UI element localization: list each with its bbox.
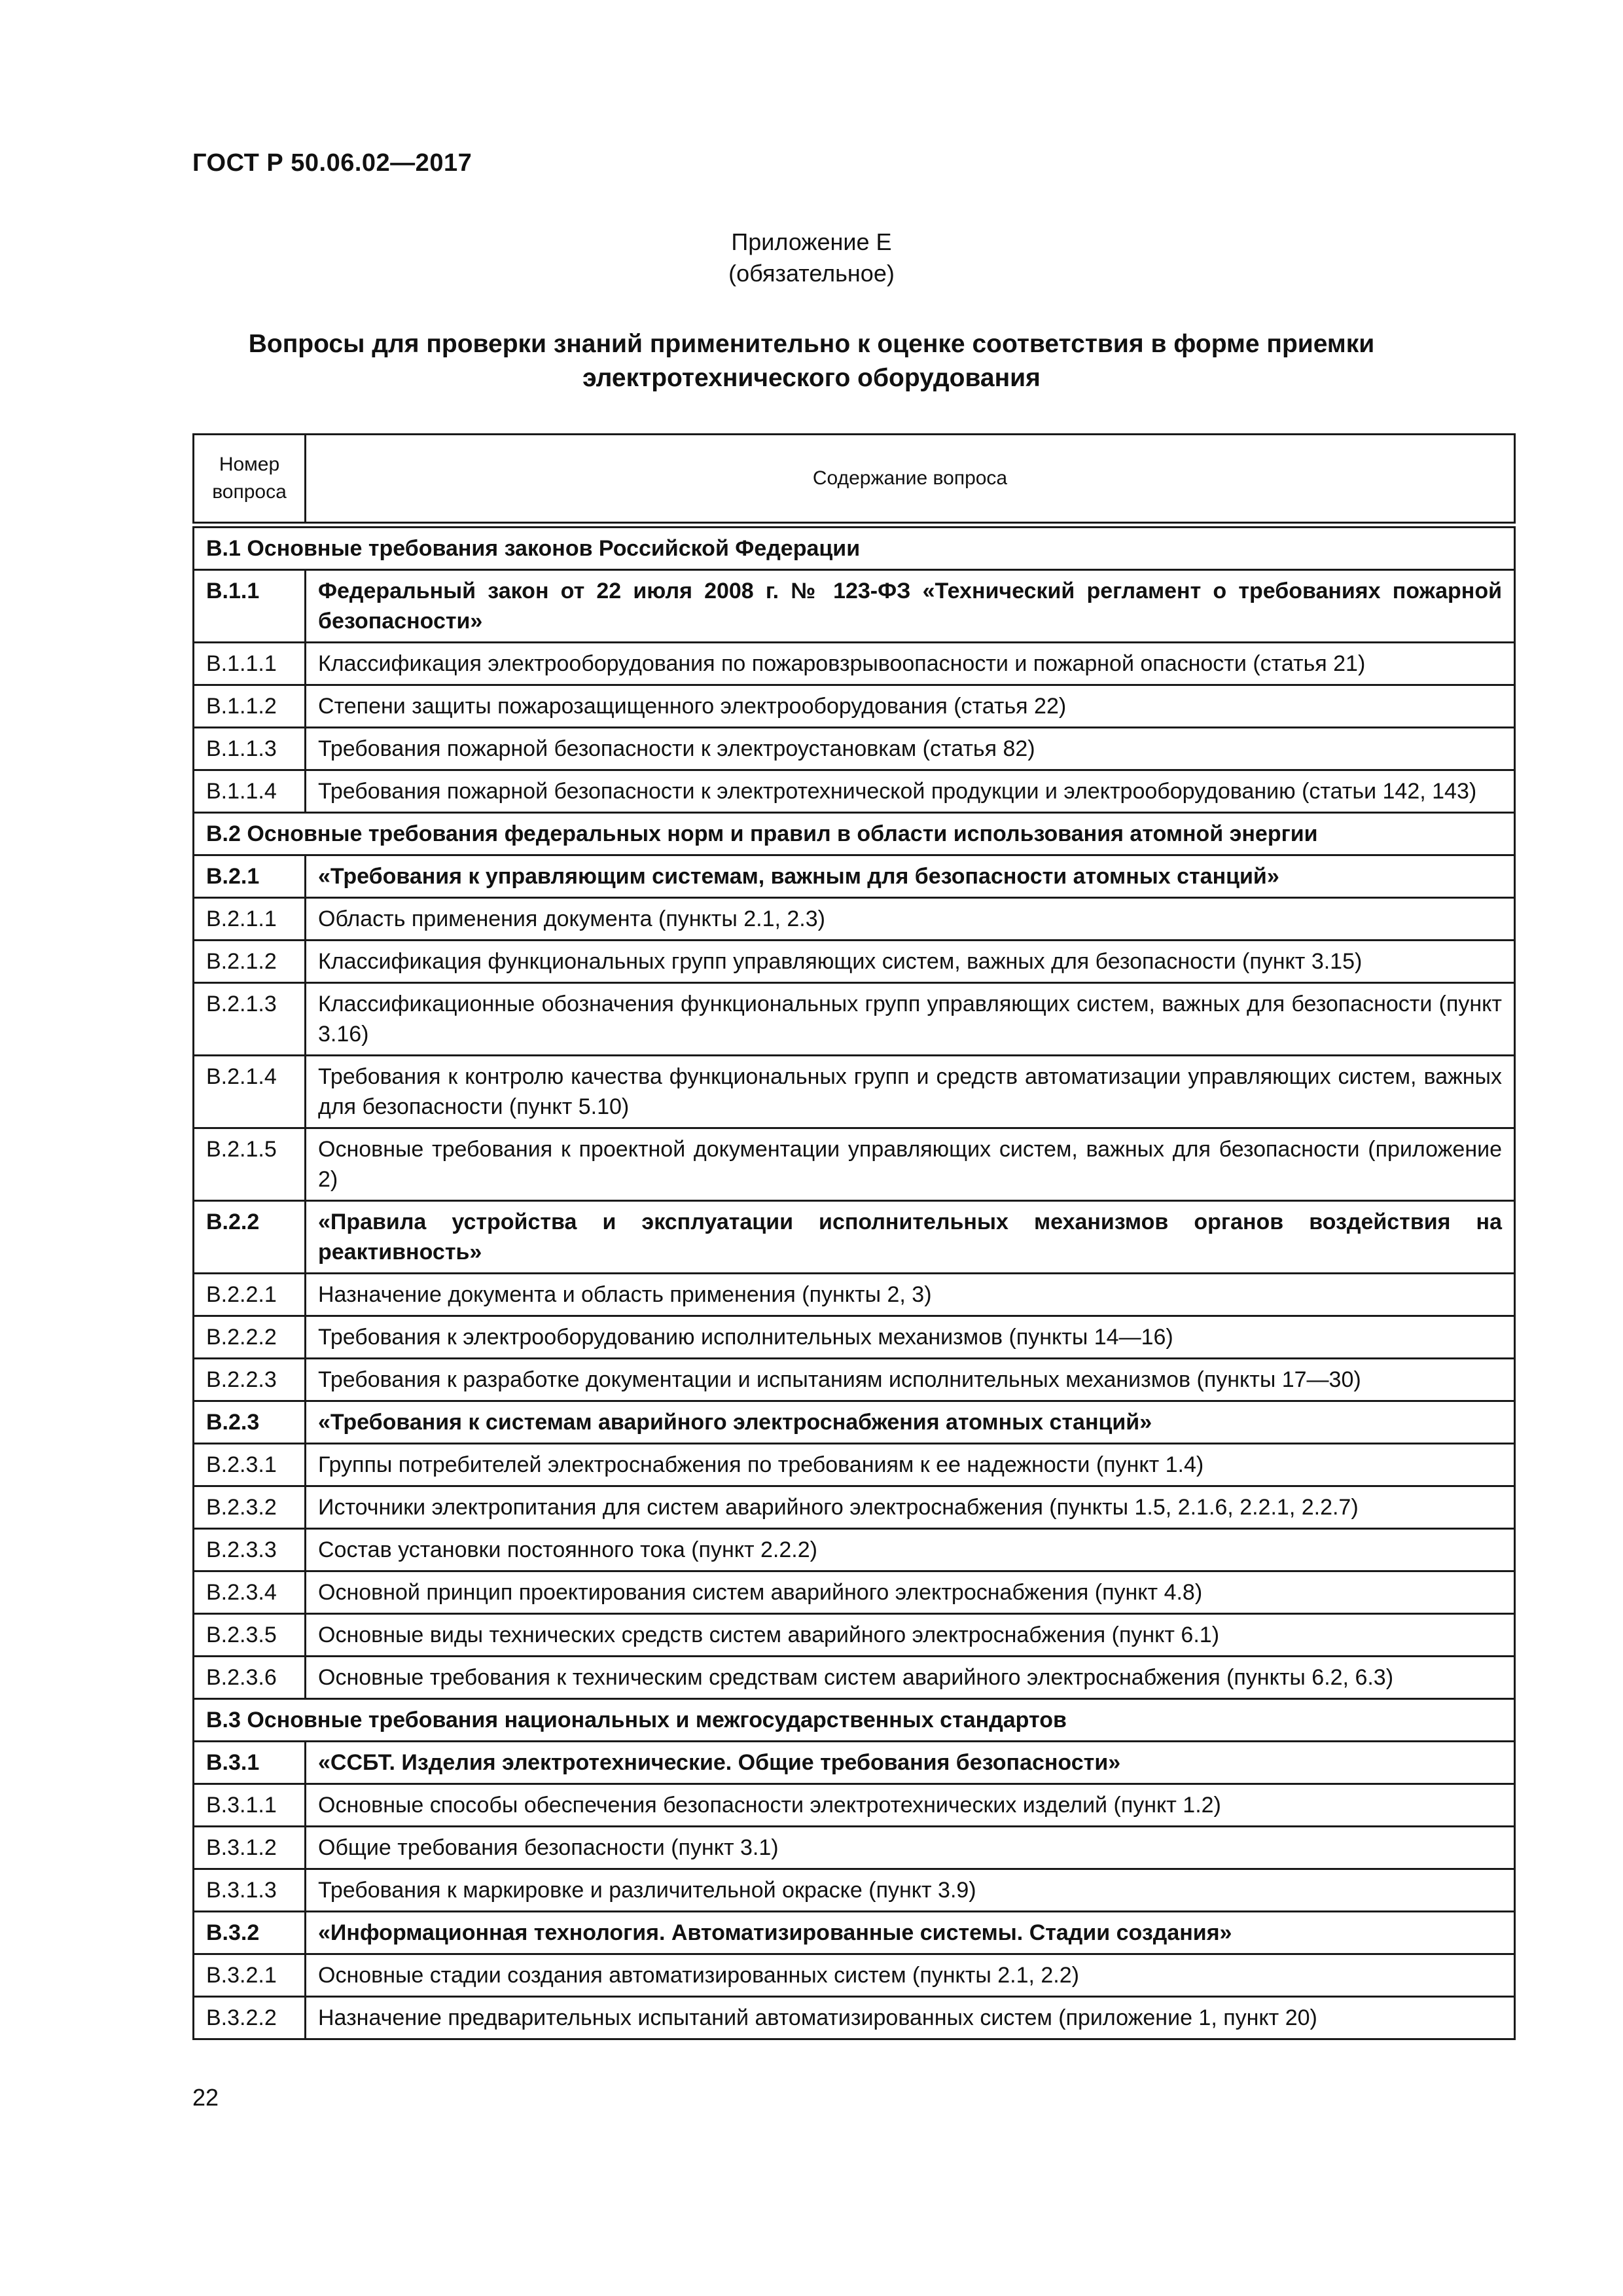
question-number: В.2.3: [194, 1401, 306, 1444]
table-row: [194, 941, 1515, 983]
question-content: Основные требования к техническим средствам систем аварийного электроснабжения (пункты 6.2, 6.3): [306, 1657, 1515, 1699]
section-title: В.2 Основные требования федеральных норм и правил в области использования атомной энергии: [194, 813, 1515, 855]
table-row: [194, 1529, 1515, 1571]
question-content: Классификация функциональных групп управляющих систем, важных для безопасности (пункт 3.15): [306, 941, 1515, 983]
question-content: Классификационные обозначения функциональных групп управляющих систем, важных для безопасности (пункт 3.16): [306, 983, 1515, 1056]
table-subsection-row: [194, 570, 1515, 643]
question-number: В.3.1.3: [194, 1869, 306, 1912]
question-number: В.2.2.2: [194, 1316, 306, 1359]
question-content: «Правила устройства и эксплуатации исполнительных механизмов органов воздействия на реактивность»: [306, 1201, 1515, 1274]
table-row: [194, 1869, 1515, 1912]
table-section-row: [194, 525, 1515, 570]
question-number: В.1.1.1: [194, 643, 306, 685]
table-row: [194, 983, 1515, 1056]
question-number: В.2.3.1: [194, 1444, 306, 1486]
question-number: В.2.2: [194, 1201, 306, 1274]
question-content: Основные виды технических средств систем аварийного электроснабжения (пункт 6.1): [306, 1614, 1515, 1657]
question-number: В.2.3.5: [194, 1614, 306, 1657]
question-content: Назначение предварительных испытаний автоматизированных систем (приложение 1, пункт 20): [306, 1997, 1515, 2039]
question-number: В.2.1.3: [194, 983, 306, 1056]
question-number: В.3.2.1: [194, 1954, 306, 1997]
appendix-title: Приложение Е: [731, 228, 892, 255]
appendix-status: (обязательное): [728, 260, 895, 287]
table-row: [194, 1827, 1515, 1869]
question-content: Требования к маркировке и различительной окраске (пункт 3.9): [306, 1869, 1515, 1912]
section-title: В.1 Основные требования законов Российской Федерации: [194, 525, 1515, 570]
table-row: [194, 1784, 1515, 1827]
question-content: Источники электропитания для систем аварийного электроснабжения (пункты 1.5, 2.1.6, 2.2.1, 2.2.7): [306, 1486, 1515, 1529]
question-content: Назначение документа и область применения (пункты 2, 3): [306, 1274, 1515, 1316]
column-header-number: Номер вопроса: [194, 435, 306, 526]
section-title: В.3 Основные требования национальных и межгосударственных стандартов: [194, 1699, 1515, 1742]
table-header-row: [194, 435, 1515, 526]
table-row: [194, 1486, 1515, 1529]
table-row: [194, 1274, 1515, 1316]
table-row: [194, 898, 1515, 941]
question-content: «Требования к управляющим системам, важным для безопасности атомных станций»: [306, 855, 1515, 898]
question-content: Общие требования безопасности (пункт 3.1): [306, 1827, 1515, 1869]
table-row: [194, 1128, 1515, 1201]
question-content: Степени защиты пожарозащищенного электрооборудования (статья 22): [306, 685, 1515, 728]
question-number: В.3.1.1: [194, 1784, 306, 1827]
question-number: В.2.1.5: [194, 1128, 306, 1201]
question-number: В.2.1.1: [194, 898, 306, 941]
question-content: Группы потребителей электроснабжения по требованиям к ее надежности (пункт 1.4): [306, 1444, 1515, 1486]
question-content: «Информационная технология. Автоматизированные системы. Стадии создания»: [306, 1912, 1515, 1954]
table-row: [194, 1954, 1515, 1997]
page-number: 22: [192, 2084, 219, 2111]
table-row: [194, 1444, 1515, 1486]
table-row: [194, 1571, 1515, 1614]
page-title-line: Вопросы для проверки знаний применительно к оценке соответствия в форме приемки: [248, 330, 1375, 358]
question-number: В.2.3.6: [194, 1657, 306, 1699]
table-row: [194, 1056, 1515, 1128]
question-number: В.1.1: [194, 570, 306, 643]
question-content: Классификация электрооборудования по пожаровзрывоопасности и пожарной опасности (статья 21): [306, 643, 1515, 685]
table-subsection-row: [194, 1201, 1515, 1274]
column-header-content: Содержание вопроса: [306, 435, 1515, 526]
question-content: «ССБТ. Изделия электротехнические. Общие требования безопасности»: [306, 1742, 1515, 1784]
question-content: Состав установки постоянного тока (пункт 2.2.2): [306, 1529, 1515, 1571]
question-number: В.3.2: [194, 1912, 306, 1954]
page-title: [216, 327, 1407, 395]
question-content: Требования пожарной безопасности к электротехнической продукции и электрооборудованию (статьи 142, 143): [306, 770, 1515, 813]
question-number: В.1.1.4: [194, 770, 306, 813]
question-content: Требования к электрооборудованию исполнительных механизмов (пункты 14—16): [306, 1316, 1515, 1359]
question-content: Требования к контролю качества функциональных групп и средств автоматизации управляющих систем, важных для безопасности (пункт 5.10): [306, 1056, 1515, 1128]
question-number: В.2.2.1: [194, 1274, 306, 1316]
questions-table-body: [194, 435, 1515, 2039]
question-content: Основные стадии создания автоматизированных систем (пункты 2.1, 2.2): [306, 1954, 1515, 1997]
question-number: В.3.1: [194, 1742, 306, 1784]
table-section-row: [194, 813, 1515, 855]
question-content: Основной принцип проектирования систем аварийного электроснабжения (пункт 4.8): [306, 1571, 1515, 1614]
page-title-line: электротехнического оборудования: [582, 364, 1041, 392]
question-number: В.3.2.2: [194, 1997, 306, 2039]
question-number: В.2.2.3: [194, 1359, 306, 1401]
table-row: [194, 1997, 1515, 2039]
table-row: [194, 1657, 1515, 1699]
table-row: [194, 728, 1515, 770]
question-number: В.2.3.3: [194, 1529, 306, 1571]
question-content: Основные требования к проектной документации управляющих систем, важных для безопасности (приложение 2): [306, 1128, 1515, 1201]
question-number: В.2.1.2: [194, 941, 306, 983]
table-section-row: [194, 1699, 1515, 1742]
question-number: В.2.3.4: [194, 1571, 306, 1614]
document-code: ГОСТ Р 50.06.02—2017: [192, 149, 473, 177]
table-row: [194, 643, 1515, 685]
question-number: В.1.1.3: [194, 728, 306, 770]
question-number: В.3.1.2: [194, 1827, 306, 1869]
questions-table: [192, 433, 1516, 2040]
question-content: Требования пожарной безопасности к электроустановкам (статья 82): [306, 728, 1515, 770]
question-number: В.2.3.2: [194, 1486, 306, 1529]
question-number: В.1.1.2: [194, 685, 306, 728]
table-row: [194, 1359, 1515, 1401]
question-content: Требования к разработке документации и испытаниям исполнительных механизмов (пункты 17—30): [306, 1359, 1515, 1401]
question-number: В.2.1: [194, 855, 306, 898]
question-content: «Требования к системам аварийного электроснабжения атомных станций»: [306, 1401, 1515, 1444]
table-subsection-row: [194, 855, 1515, 898]
question-content: Федеральный закон от 22 июля 2008 г. № 123-ФЗ «Технический регламент о требованиях пожарной безопасности»: [306, 570, 1515, 643]
table-row: [194, 685, 1515, 728]
table-subsection-row: [194, 1912, 1515, 1954]
table-subsection-row: [194, 1401, 1515, 1444]
appendix-heading: [0, 226, 1623, 289]
table-row: [194, 770, 1515, 813]
table-subsection-row: [194, 1742, 1515, 1784]
question-content: Основные способы обеспечения безопасности электротехнических изделий (пункт 1.2): [306, 1784, 1515, 1827]
table-row: [194, 1316, 1515, 1359]
table-row: [194, 1614, 1515, 1657]
question-number: В.2.1.4: [194, 1056, 306, 1128]
question-content: Область применения документа (пункты 2.1, 2.3): [306, 898, 1515, 941]
